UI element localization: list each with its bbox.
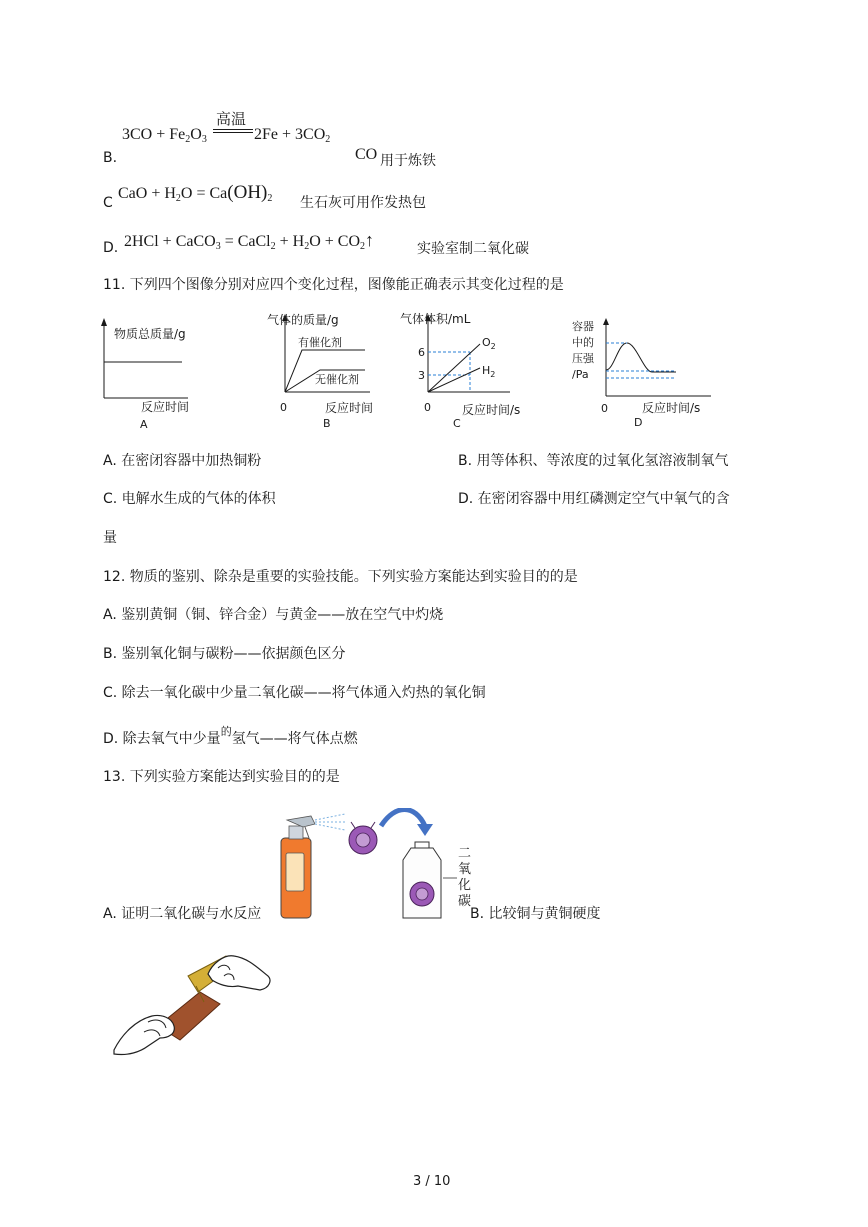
axis-label-y: 中的 xyxy=(572,336,594,349)
axis-label-y: 容器 xyxy=(572,320,594,333)
option-d: D. 在密闭容器中用红磷测定空气中氧气的含 xyxy=(458,491,730,507)
graph-a xyxy=(98,316,208,434)
axis-label-y: /Pa xyxy=(572,368,589,381)
origin-label: 0 xyxy=(601,402,608,415)
option-letter: C xyxy=(103,195,113,211)
reaction-condition: 高温 xyxy=(216,112,247,128)
equation-cao: CaO + $H_2O = Ca(OH)_2$ xyxy=(118,182,273,204)
origin-label: 0 xyxy=(280,401,287,414)
scratch-hardness-illustration xyxy=(108,946,276,1061)
option-letter: D. xyxy=(103,240,119,256)
origin-label: 0 xyxy=(424,401,431,414)
graph-caption: D xyxy=(634,416,643,429)
bottle-label: 二 氧 化 碳 xyxy=(458,846,472,909)
axis-label-y: 气体体积/mL xyxy=(400,312,471,326)
option-c: C. 除去一氧化碳中少量二氧化碳——将气体通入灼热的氧化铜 xyxy=(103,685,486,701)
axis-label-x: 反应时间 xyxy=(141,400,190,414)
tick-label: 3 xyxy=(418,369,425,382)
graph-c xyxy=(400,306,528,430)
use-text: 生石灰可用作发热包 xyxy=(300,195,426,211)
equation-fe2o3: $3CO + Fe_2O_3$ xyxy=(122,126,207,145)
axis-label-y: 物质总质量/g xyxy=(114,327,186,341)
axis-label-y: 压强 xyxy=(572,352,594,365)
axis-label-y: 气体的质量/g xyxy=(267,313,339,327)
option-b: B. 用等体积、等浓度的过氧化氢溶液制氧气 xyxy=(458,453,729,469)
line-label: $H_2$ xyxy=(482,364,496,379)
graph-d xyxy=(566,314,716,430)
question-stem: 12. 物质的鉴别、除杂是重要的实验技能。下列实验方案能达到实验目的的是 xyxy=(103,569,578,585)
question-stem: 13. 下列实验方案能达到实验目的的是 xyxy=(103,769,340,785)
option-a: A. 鉴别黄铜（铜、锌合金）与黄金——放在空气中灼烧 xyxy=(103,607,444,623)
option-b: B. 比较铜与黄铜硬度 xyxy=(470,906,601,922)
axis-label-x: 反应时间/s xyxy=(642,401,701,415)
spray-experiment-illustration xyxy=(275,808,480,920)
use-text: 实验室制二氧化碳 xyxy=(417,241,529,257)
graph-b xyxy=(260,306,390,430)
option-c: C. 电解水生成的气体的体积 xyxy=(103,491,276,507)
equation-hcl: 2HCl + CaCO$_3$ = CaCl$_2$ + $H_2O$ + $CO_2↑$ xyxy=(124,230,375,252)
equation-product: $2Fe + 3CO_2$ xyxy=(254,126,331,145)
use-text: 用于炼铁 xyxy=(380,153,436,169)
option-letter: B. xyxy=(103,150,118,166)
curve-label: 无催化剂 xyxy=(315,373,359,386)
option-a: A. 在密闭容器中加热铜粉 xyxy=(103,453,262,469)
axis-label-x: 反应时间 xyxy=(325,401,374,415)
option-d-continuation: 量 xyxy=(103,530,117,546)
option-b: B. 鉴别氧化铜与碳粉——依据颜色区分 xyxy=(103,646,346,662)
curve-label: 有催化剂 xyxy=(298,336,342,349)
tick-label: 6 xyxy=(418,346,425,359)
axis-label-x: 反应时间/s xyxy=(462,403,521,417)
option-a: A. 证明二氧化碳与水反应 xyxy=(103,906,262,922)
use-co: CO xyxy=(355,146,378,163)
equals-sign xyxy=(213,129,253,133)
graph-caption: B xyxy=(323,417,331,430)
graph-caption: C xyxy=(453,417,461,430)
page-number: 3 / 10 xyxy=(413,1174,451,1189)
question-stem: 11. 下列四个图像分别对应四个变化过程，图像能正确表示其变化过程的是 xyxy=(103,277,564,293)
option-d: D. 除去氧气中少量$^的$氢气——将气体点燃 xyxy=(103,725,358,747)
graph-caption: A xyxy=(140,418,148,431)
line-label: $O_2$ xyxy=(482,336,496,351)
